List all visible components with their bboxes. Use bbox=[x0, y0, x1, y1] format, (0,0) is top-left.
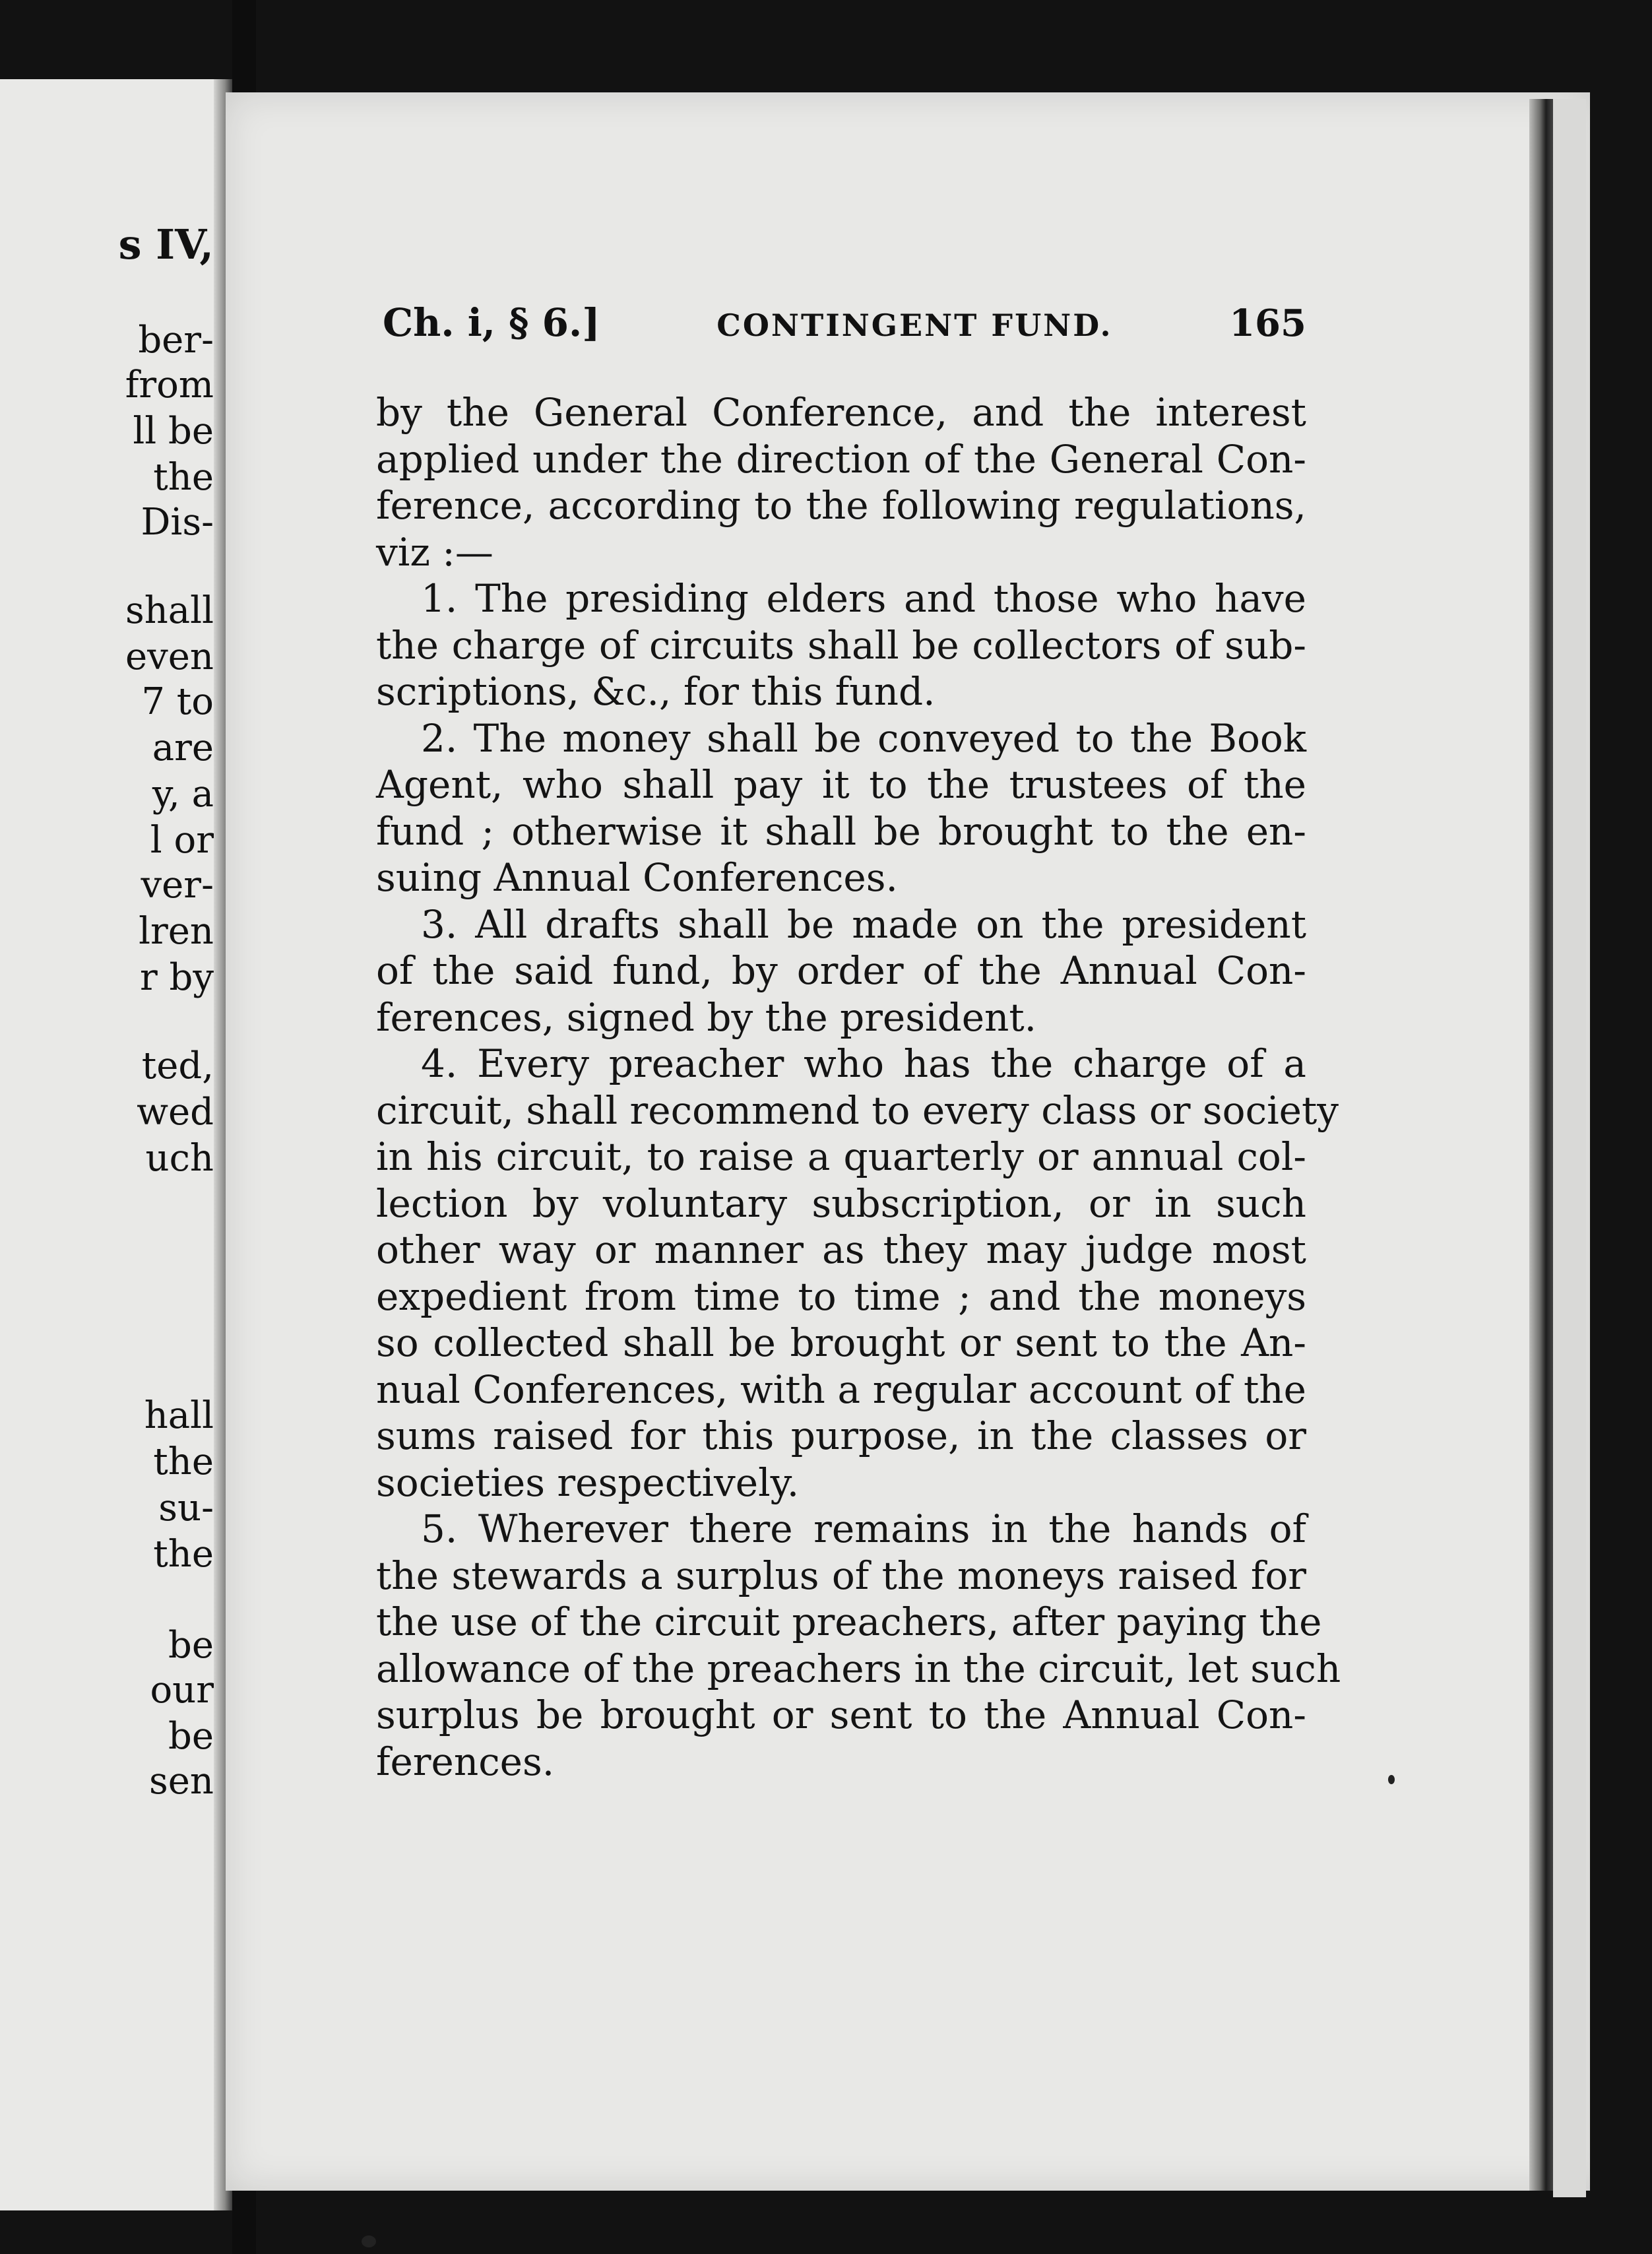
left-fragment: sen bbox=[149, 1760, 214, 1803]
left-fragment: ber- bbox=[138, 319, 214, 362]
left-fragment: lren bbox=[139, 910, 214, 953]
text-line: allowance of the preachers in the circuit, let such bbox=[376, 1646, 1341, 1691]
text-line: lection by voluntary subscription, or in such bbox=[376, 1180, 1306, 1226]
text-line: 2. The money shall be conveyed to the Book bbox=[421, 715, 1306, 761]
text-line: other way or manner as they may judge most bbox=[376, 1227, 1306, 1272]
left-fragment: the bbox=[153, 1440, 214, 1483]
text-line: 1. The presiding elders and those who have bbox=[421, 576, 1306, 621]
text-line: 4. Every preacher who has the charge of a bbox=[421, 1041, 1306, 1086]
text-line: so collected shall be brought or sent to the An- bbox=[376, 1320, 1306, 1365]
running-head bbox=[383, 300, 1306, 345]
left-fragment: ted, bbox=[141, 1045, 214, 1087]
text-line: ferences. bbox=[376, 1739, 555, 1784]
left-fragment: are bbox=[152, 726, 214, 769]
text-line: circuit, shall recommend to every class or society bbox=[376, 1087, 1339, 1133]
left-fragment: 7 to bbox=[141, 680, 214, 723]
left-fragment: be bbox=[168, 1715, 214, 1758]
left-fragment: from bbox=[125, 364, 214, 406]
page-body bbox=[376, 389, 1341, 1785]
text-line: applied under the direction of the General Con- bbox=[376, 436, 1306, 482]
left-fragment: even bbox=[125, 635, 214, 678]
text-line: ferences, signed by the president. bbox=[376, 994, 1037, 1040]
left-fragment: be bbox=[168, 1624, 214, 1667]
left-fragment: wed bbox=[137, 1091, 214, 1134]
text-line: viz :— bbox=[376, 529, 493, 575]
text-line: by the General Conference, and the interest bbox=[376, 390, 1306, 435]
text-line: sums raised for this purpose, in the classes or bbox=[376, 1413, 1306, 1458]
page-title: CONTINGENT FUND. bbox=[716, 307, 1113, 343]
regulation-item-1 bbox=[376, 575, 1306, 715]
text-line: surplus be brought or sent to the Annual Con- bbox=[376, 1692, 1306, 1737]
regulation-item-2 bbox=[376, 715, 1306, 901]
text-line: of the said fund, by order of the Annual Con- bbox=[376, 948, 1306, 993]
ink-speck bbox=[1388, 1775, 1395, 1784]
regulation-item-3 bbox=[376, 901, 1306, 1041]
left-fragment: the bbox=[153, 456, 214, 499]
text-line: societies respectively. bbox=[376, 1460, 800, 1505]
left-fragment: Dis- bbox=[141, 501, 214, 544]
text-line: 5. Wherever there remains in the hands of bbox=[421, 1506, 1306, 1551]
left-fragment: our bbox=[150, 1669, 214, 1712]
text-line: suing Annual Conferences. bbox=[376, 855, 898, 900]
regulation-item-5 bbox=[376, 1506, 1341, 1785]
regulation-item-4 bbox=[376, 1041, 1339, 1506]
text-line: in his circuit, to raise a quarterly or annual col- bbox=[376, 1134, 1306, 1179]
left-fragment: s IV, bbox=[118, 220, 214, 269]
text-line: 3. All drafts shall be made on the president bbox=[421, 901, 1306, 947]
text-line: ference, according to the following regulations, bbox=[376, 483, 1306, 528]
page-number: 165 bbox=[1229, 302, 1306, 345]
text-line: expedient from time to time ; and the moneys bbox=[376, 1273, 1306, 1319]
left-fragment: y, a bbox=[152, 773, 214, 816]
text-line: scriptions, &c., for this fund. bbox=[376, 669, 936, 714]
left-fragment: shall bbox=[125, 589, 214, 632]
facing-page-left bbox=[0, 79, 232, 2210]
left-fragment: l or bbox=[150, 819, 214, 862]
ink-speck bbox=[362, 2236, 376, 2247]
section-reference: Ch. i, § 6.] bbox=[383, 300, 600, 345]
text-line: the use of the circuit preachers, after paying the bbox=[376, 1599, 1322, 1644]
text-line: fund ; otherwise it shall be brought to the en- bbox=[376, 808, 1306, 854]
left-fragment: hall bbox=[144, 1394, 214, 1437]
left-fragment: r by bbox=[139, 956, 214, 999]
left-fragment: ll be bbox=[133, 410, 214, 453]
text-line: the charge of circuits shall be collectors of sub- bbox=[376, 622, 1306, 668]
text-line: Agent, who shall pay it to the trustees of the bbox=[376, 762, 1306, 807]
page-edge-shadow bbox=[1529, 99, 1553, 2191]
text-line: nual Conferences, with a regular account of the bbox=[376, 1367, 1306, 1412]
left-fragment: ver- bbox=[141, 864, 214, 907]
left-fragment: uch bbox=[145, 1137, 214, 1180]
text-line: the stewards a surplus of the moneys raised for bbox=[376, 1553, 1306, 1598]
page-edge bbox=[1553, 99, 1586, 2197]
left-fragment: su- bbox=[158, 1487, 214, 1530]
intro-paragraph bbox=[376, 389, 1306, 575]
left-fragment: the bbox=[153, 1533, 214, 1576]
